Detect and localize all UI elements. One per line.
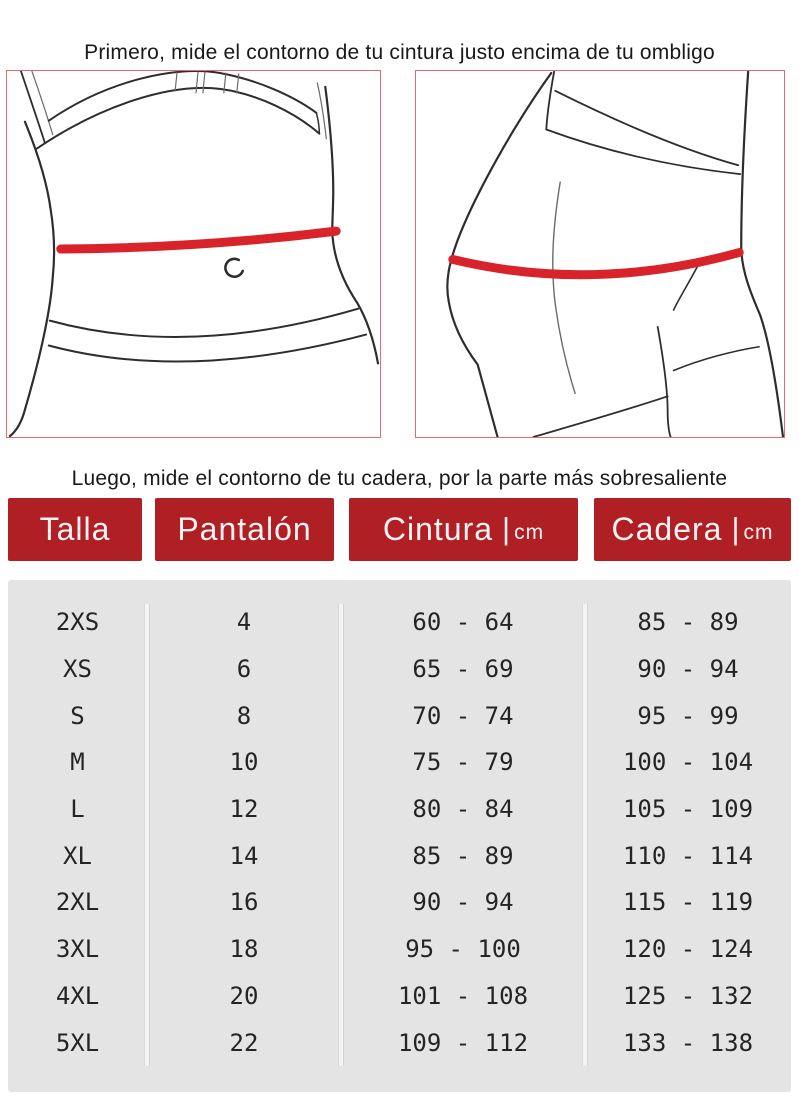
waist-range-cell: 109 - 112 bbox=[397, 1028, 529, 1057]
hip-range-cell: 125 - 132 bbox=[622, 981, 754, 1010]
size-cell: XS bbox=[63, 655, 92, 684]
waist-range-cell: 101 - 108 bbox=[397, 981, 529, 1010]
size-cell: 5XL bbox=[55, 1028, 100, 1057]
hip-range-cell: 90 - 94 bbox=[637, 655, 739, 684]
waist-range-cell: 85 - 89 bbox=[412, 841, 514, 870]
hip-range-cell: 120 - 124 bbox=[622, 935, 754, 964]
size-cell: M bbox=[70, 748, 85, 777]
header-unit: cm bbox=[514, 521, 545, 544]
size-cell: S bbox=[70, 701, 85, 730]
pant-size-cell: 4 bbox=[236, 608, 252, 637]
size-rows bbox=[8, 599, 791, 1066]
size-table-body bbox=[8, 580, 791, 1092]
waist-range-cell: 60 - 64 bbox=[412, 608, 514, 637]
header-cell-cadera bbox=[585, 498, 791, 561]
size-cell: 4XL bbox=[55, 981, 100, 1010]
pant-size-cell: 14 bbox=[229, 841, 259, 870]
pant-size-cell: 18 bbox=[229, 935, 259, 964]
waist-range-cell: 90 - 94 bbox=[412, 888, 514, 917]
header-label: Cadera bbox=[611, 511, 723, 547]
header-cadera bbox=[594, 498, 791, 561]
pant-size-cell: 8 bbox=[236, 701, 252, 730]
waist-range-cell: 95 - 100 bbox=[405, 935, 521, 964]
header-label: Pantalón bbox=[177, 511, 312, 547]
waist-range-cell: 75 - 79 bbox=[412, 748, 514, 777]
hip-measurement-figure bbox=[415, 70, 785, 438]
size-table bbox=[0, 498, 799, 1092]
header-unit: cm bbox=[743, 521, 774, 544]
waist-range-cell: 65 - 69 bbox=[412, 655, 514, 684]
hip-range-cell: 115 - 119 bbox=[622, 888, 754, 917]
waist-measurement-line bbox=[61, 231, 337, 249]
header-separator: | bbox=[502, 510, 512, 546]
hip-figure-drawing bbox=[416, 71, 784, 437]
size-cell: 2XS bbox=[55, 608, 100, 637]
size-cell: 3XL bbox=[55, 935, 100, 964]
pant-size-cell: 12 bbox=[229, 795, 259, 824]
pant-size-cell: 20 bbox=[229, 981, 259, 1010]
size-cell: 2XL bbox=[55, 888, 100, 917]
pant-size-cell: 22 bbox=[229, 1028, 259, 1057]
header-pantalon bbox=[155, 498, 334, 561]
waist-figure-drawing bbox=[7, 71, 380, 437]
hip-range-cell: 100 - 104 bbox=[622, 748, 754, 777]
instruction-step2: Luego, mide el contorno de tu cadera, por la parte más sobresaliente bbox=[71, 467, 728, 490]
header-separator: | bbox=[731, 510, 741, 546]
waist-range-cell: 80 - 84 bbox=[412, 795, 514, 824]
pant-size-cell: 16 bbox=[229, 888, 259, 917]
hip-range-cell: 133 - 138 bbox=[622, 1028, 754, 1057]
header-cell-cintura bbox=[341, 498, 585, 561]
header-cintura bbox=[349, 498, 578, 561]
header-cell-talla bbox=[8, 498, 147, 561]
column-divider bbox=[339, 604, 343, 1066]
header-label: Talla bbox=[39, 511, 111, 547]
waist-measurement-figure bbox=[6, 70, 381, 438]
hip-range-cell: 110 - 114 bbox=[622, 841, 754, 870]
hip-measurement-line bbox=[453, 253, 739, 275]
header-talla bbox=[8, 498, 142, 561]
column-divider bbox=[583, 604, 587, 1066]
column-divider bbox=[145, 604, 149, 1066]
hip-range-cell: 95 - 99 bbox=[637, 701, 739, 730]
measurement-figures bbox=[6, 70, 785, 438]
hip-range-cell: 105 - 109 bbox=[622, 795, 754, 824]
size-cell: L bbox=[70, 795, 85, 824]
header-label: Cintura bbox=[382, 511, 494, 547]
instruction-step1: Primero, mide el contorno de tu cintura justo encima de tu ombligo bbox=[84, 41, 715, 64]
hip-range-cell: 85 - 89 bbox=[637, 608, 739, 637]
size-cell: XL bbox=[63, 841, 92, 870]
table-header-row bbox=[8, 498, 791, 561]
pant-size-cell: 10 bbox=[229, 748, 259, 777]
header-cell-pantalon bbox=[147, 498, 341, 561]
waist-range-cell: 70 - 74 bbox=[412, 701, 514, 730]
pant-size-cell: 6 bbox=[236, 655, 252, 684]
